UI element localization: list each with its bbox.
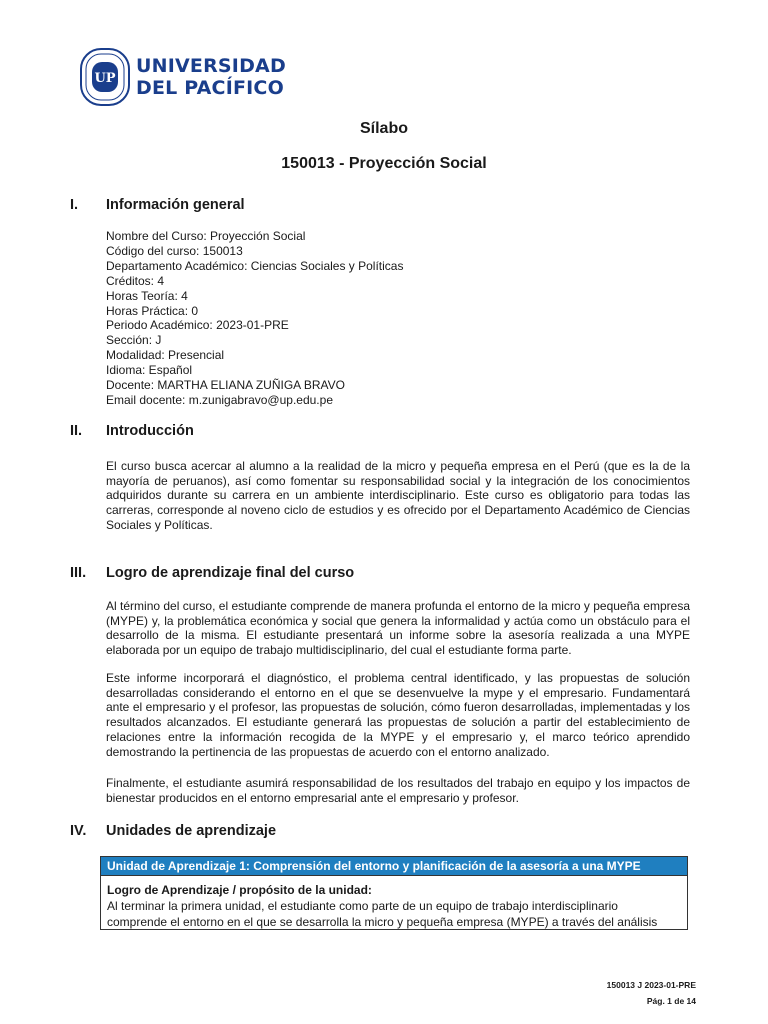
section-number: IV.	[70, 823, 87, 839]
info-language: Idioma: Español	[106, 363, 193, 378]
info-modality: Modalidad: Presencial	[106, 348, 225, 363]
section-number: II.	[70, 423, 83, 439]
info-course-name: Nombre del Curso: Proyección Social	[106, 229, 306, 243]
learning-unit-table	[100, 856, 688, 930]
seal-monogram: UP	[94, 71, 116, 86]
section-number: I.	[70, 197, 79, 213]
info-course-code: Código del curso: 150013	[106, 243, 243, 258]
general-info-list	[106, 229, 403, 408]
info-teacher-email: Email docente: m.zunigabravo@up.edu.pe	[106, 392, 333, 407]
section-title: Unidades de aprendizaje	[106, 823, 277, 839]
outcome-paragraph-2: Este informe incorporará el diagnóstico, el problema central identificado, y las propuestas de solución desarrolladas considerando el entorno en el que se desenvuelve la mype y el empresario. Fundamentará ante el empresario y el profesor, las propuestas de solución, cómo fueron desarrolladas, implementadas y los resultados alcanzados. El estudiante generará las propuestas de solución a partir del establecimiento de relaciones entre la información recogida de la MYPE y el empresario y, el marco teórico aprendido demostrando la pertinencia de las propuestas de acuerdo con el entorno analizado.	[106, 671, 690, 759]
unit-body	[101, 876, 687, 930]
footer-page-number: Pág. 1 de 14	[646, 996, 696, 1006]
logo-line-1: UNIVERSIDAD	[136, 55, 286, 77]
outcome-paragraph-1: Al término del curso, el estudiante comprende de manera profunda el entorno de la micro y pequeña empresa (MYPE) y, la problemática económica y social que genera la informalidad y actúa como un obstáculo para el desarrollo de la misma. El estudiante presentará un informe sobre la asesoría realizada a una MYPE elaborada por un equipo de trabajo multidisciplinario, del cual el estudiante forma parte.	[106, 599, 690, 658]
unit-outcome-text: Al terminar la primera unidad, el estudiante como parte de un equipo de trabajo interdisciplinario comprende el entorno en el que se desarrolla la micro y pequeña empresa (MYPE) a través del análisis	[107, 899, 658, 929]
unit-outcome-label: Logro de Aprendizaje / propósito de la unidad:	[107, 883, 372, 897]
university-name	[136, 55, 286, 99]
info-credits: Créditos: 4	[106, 273, 165, 288]
info-section: Sección: J	[106, 333, 162, 348]
info-department: Departamento Académico: Ciencias Sociales y Políticas	[106, 258, 404, 273]
document-title: Sílabo	[359, 120, 408, 137]
unit-header: Unidad de Aprendizaje 1: Comprensión del entorno y planificación de la asesoría a una MYPE	[101, 857, 687, 875]
info-teacher: Docente: MARTHA ELIANA ZUÑIGA BRAVO	[106, 378, 345, 393]
course-title: 150013 - Proyección Social	[281, 155, 487, 172]
footer-course-code: 150013 J 2023-01-PRE	[606, 980, 696, 990]
section-title: Información general	[106, 197, 245, 213]
section-number: III.	[70, 565, 87, 581]
introduction-paragraph: El curso busca acercar al alumno a la realidad de la micro y pequeña empresa en el Perú (que es la de la mayoría de peruanos), así como fomentar su responsabilidad social y la integración de los conocimientos adquiridos durante su carrera en un ambiente interdisciplinario. Este curso es obligatorio para todas las carreras, corresponde al noveno ciclo de estudios y es ofrecido por el Departamento Académico de Ciencias Sociales y Políticas.	[106, 459, 690, 532]
university-logo	[80, 48, 286, 106]
info-practice-hours: Horas Práctica: 0	[106, 303, 199, 318]
university-seal-icon	[80, 48, 130, 106]
info-theory-hours: Horas Teoría: 4	[106, 288, 188, 303]
section-heading-introduction	[70, 423, 194, 439]
section-title: Introducción	[106, 423, 194, 439]
info-academic-period: Periodo Académico: 2023-01-PRE	[106, 318, 289, 333]
section-heading-general-info	[70, 197, 245, 213]
outcome-paragraph-3: Finalmente, el estudiante asumirá responsabilidad de los resultados del trabajo en equipo y los impactos de bienestar producidos en el entorno empresarial ante el empresario y profesor.	[106, 776, 690, 805]
section-heading-learning-outcome	[70, 565, 354, 581]
section-title: Logro de aprendizaje final del curso	[106, 565, 355, 581]
section-heading-learning-units	[70, 823, 276, 839]
logo-line-2: DEL PACÍFICO	[136, 77, 284, 99]
